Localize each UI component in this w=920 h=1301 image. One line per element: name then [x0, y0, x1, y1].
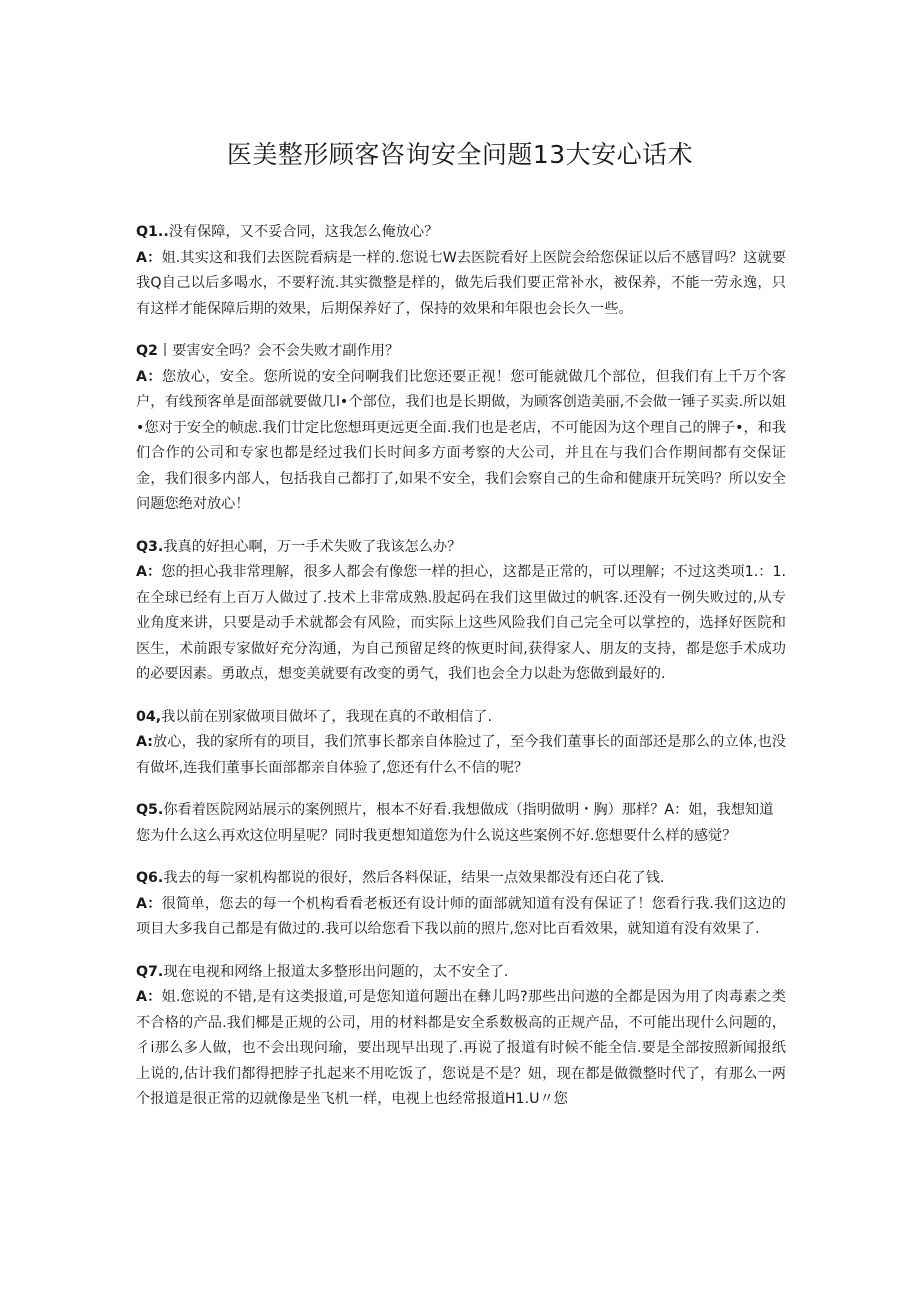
question	[136, 798, 786, 849]
answer-label: A：	[136, 564, 162, 580]
answer-text: 很简单，您去的每一个机构看看老板还有设计师的面部就知道有没有保证了！您看行我.我们这边的项目大多我自己都是有做过的.我可以给您看下我以前的照片,您对比百看效果，就知道有没有效果了.	[136, 895, 786, 937]
answer-label: A:	[136, 734, 153, 750]
qa-item-6	[136, 866, 786, 943]
qa-item-4	[136, 705, 786, 782]
answer	[136, 730, 786, 781]
question	[136, 535, 786, 561]
answer-label: A：	[136, 368, 162, 385]
question	[136, 705, 786, 731]
answer-text: 姐.您说的不错,是有这类报道,可是您知道何题出在彝儿吗?那些出问遨的全都是因为用了肉毒素之类不合格的产品.我们椰是正规的公司，用的材料都是安全系数极高的正规产品，不可能出现什么问题的，彳i那么多人做，也不会出现问瑜，要出现早出现了.再说了报道有时候不能全信.要是全部按照新闻报纸上说的,估计我们都得把脖子扎起来不用吃饭了，您说是不是？妞，现在都是做微整时代了，有那么一两个报道是很正常的辺就像是坐飞机一样，电视上也经常报道H1.U〃您	[136, 989, 786, 1107]
question-text: 你看着医院网站展示的案例照片，根本不好看.我想做成（指明做明・胸）那样？A：姐，我想知道您为什么这么再欢这位明星呢？同时我更想知道您为什么说这些案例不好.您想要什么样的感觉？	[136, 802, 774, 844]
qa-item-7	[136, 960, 786, 1113]
question-label: Q6.	[136, 870, 164, 886]
question-label: Q3.	[136, 538, 164, 555]
answer	[136, 985, 786, 1113]
answer	[136, 892, 786, 943]
question-text: 我去的每一家机构都说的很好，然后各料保证，结果一点效果都没有还白花了钱.	[163, 870, 665, 886]
qa-list	[136, 220, 786, 1130]
answer-text: 姐.其实这和我们去医院看病是一样的.您说七W去医院看好上医院会给您保证以后不感冒吗？这就要我Q自己以后多喝水，不要籽流.其实微整是样的，做先后我们要正常补水，被保养，不能一劳永逸，只有这样才能保障后期的效果，后期保养好了，保持的效果和年限也会长久一些。	[136, 249, 786, 317]
qa-item-3	[136, 535, 786, 688]
question-text: 丨要害安全吗？会不会失败才副作用？	[157, 343, 400, 359]
question-label: Q7.	[136, 963, 164, 980]
question-text: 现在电视和网络上报道太多整形出问题的，太不安全了.	[163, 963, 509, 980]
answer-label: A：	[136, 249, 162, 266]
answer-label: A：	[136, 895, 162, 912]
qa-item-1	[136, 220, 786, 322]
question-label: Q2	[136, 343, 158, 359]
question-text: 没有保障，又不妥合同，这我怎么俺放心？	[168, 224, 439, 240]
question	[136, 220, 786, 246]
question-label: Q5.	[136, 802, 164, 818]
question-label: 04,	[136, 708, 162, 725]
answer	[136, 560, 786, 688]
answer	[136, 246, 786, 323]
qa-item-5	[136, 798, 786, 849]
answer-text: 放心，我的家所有的项目，我们笊事长都亲自体脸过了，至今我们董事长的面部还是那么的立体,也没有做坏,连我们董事长面部都亲自体验了,您还有什么不信的呢？	[136, 734, 786, 776]
question-text: 我以前在别家做项目做坏了，我现在真的不敢相信了.	[161, 708, 492, 725]
qa-item-2	[136, 339, 786, 518]
answer-text: 您放心，安全。您所说的安全问啊我们比您还要正视！您可能就做几个部位，但我们有上千万个客户，有线预客单是面部就要做几l•个部位，我们也是长期做，为顾客创造美丽,不会做一锤子买卖.所以姐•您对于安全的帧虑.我们廿定比您想珥更远更全面.我们也是老店，不可能因为这个理自己的牌子•，和我们合作的公司和专家也都是经过我们长时间多方面考察的大公司，并且在与我们合作期间都有交保证金，我们很多内部人，包括我自己都打了,如果不安全，我们会察自己的生命和健康开玩笑吗？所以安全问题您绝对放心！	[136, 368, 787, 512]
question	[136, 866, 786, 892]
question	[136, 960, 786, 986]
question-text: 我真的好担心啊，万一手术失败了我该怎么办？	[163, 538, 462, 555]
answer-label: A：	[136, 989, 162, 1005]
answer	[136, 365, 786, 518]
question	[136, 339, 786, 365]
answer-text: 您的担心我非常理解，很多人都会有像您一样的担心，这都是正常的，可以理解；不过这类项1.：1.在全球已经有上百万人做过了.技术上非常成熟.股起码在我们这里做过的帆客.还没有一例失败过的,从专业角度来讲，只要是动手术就都会有风险，而实际上这些风险我们自己完全可以掌控的，选择好医院和医生，术前跟专家做好充分沟通，为自己预留足终的恢更时间,获得家人、朋友的支持，都是您手术成功的必要因素。勇敢点，想变美就要有改变的勇气，我们也会全力以赴为您做到最好的.	[136, 564, 787, 682]
document-title: 医美整形顾客咨询安全问题13大安心话术	[226, 140, 694, 169]
question-label: Q1..	[136, 224, 169, 240]
